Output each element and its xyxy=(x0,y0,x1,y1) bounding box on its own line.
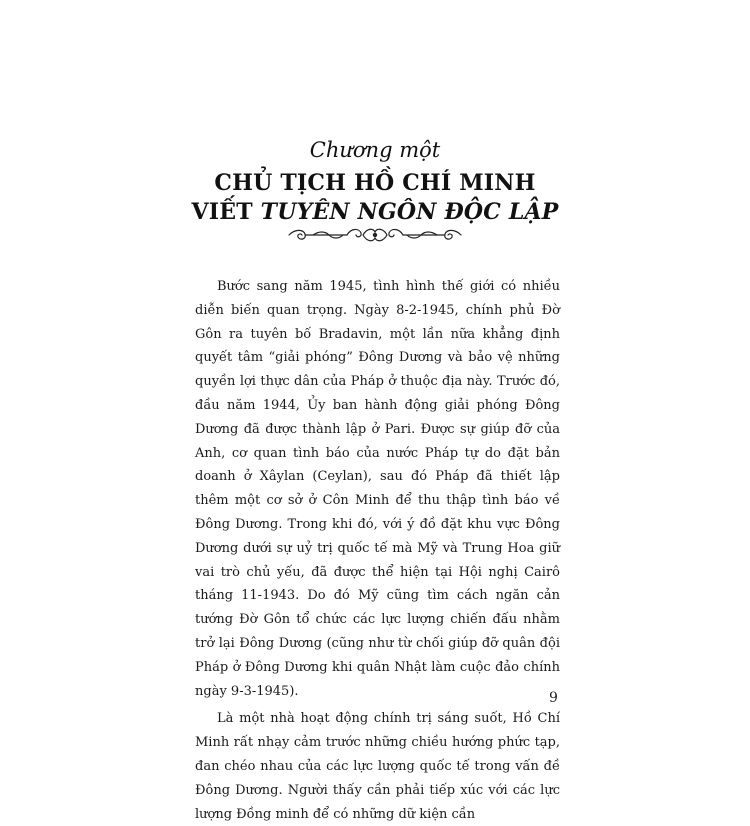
body-text xyxy=(195,275,560,826)
chapter-label: Chương một xyxy=(309,138,441,162)
ornament-divider-icon xyxy=(285,224,465,246)
paragraph-2: Là một nhà hoạt động chính trị sáng suốt, Hồ Chí Minh rất nhạy cảm trước những chiều hướng phức tạp, đan chéo nhau của các lực lượng quốc tế trong vấn đề Đông Dương. Người thấy cần phải tiếp xúc với các lực lượng Đồng minh để có những dữ kiện cần xyxy=(195,711,560,822)
chapter-title-line-1: CHỦ TỊCH HỒ CHÍ MINH xyxy=(214,170,536,196)
chapter-title-italic: TUYÊN NGÔN ĐỘC LẬP xyxy=(260,199,559,225)
chapter-title-line-2 xyxy=(0,199,750,225)
page-number: 9 xyxy=(549,690,558,706)
paragraph-1: Bước sang năm 1945, tình hình thế giới có nhiều diễn biến quan trọng. Ngày 8-2-1945, chính phủ Đờ Gôn ra tuyên bố Bradavin, một lần nữa khẳng định quyết tâm “giải phóng” Đông Dương và bảo vệ những quyền lợi thực dân của Pháp ở thuộc địa này. Trước đó, đầu năm 1944, Ủy ban hành động giải phóng Đông Dương đã được thành lập ở Pari. Được sự giúp đỡ của Anh, cơ quan tình báo của nước Pháp tự do đặt bản doanh ở Xâylan (Ceylan), sau đó Pháp đã thiết lập thêm một cơ sở ở Côn Minh để thu thập tình báo về Đông Dương. Trong khi đó, với ý đồ đặt khu vực Đông Dương dưới sự uỷ trị quốc tế mà Mỹ và Trung Hoa giữ vai trò chủ yếu, đã được thể hiện tại Hội nghị Cairô tháng 11-1943. Do đó Mỹ cũng tìm cách ngăn cản tướng Đờ Gôn tổ chức các lực lượng chiến đấu nhằm trở lại Đông Dương (cũng như từ chối giúp đỡ quân đội Pháp ở Đông Dương khi quân Nhật làm cuộc đảo chính ngày 9-3-1945). xyxy=(195,279,560,699)
chapter-title-plain: VIẾT xyxy=(191,199,261,225)
